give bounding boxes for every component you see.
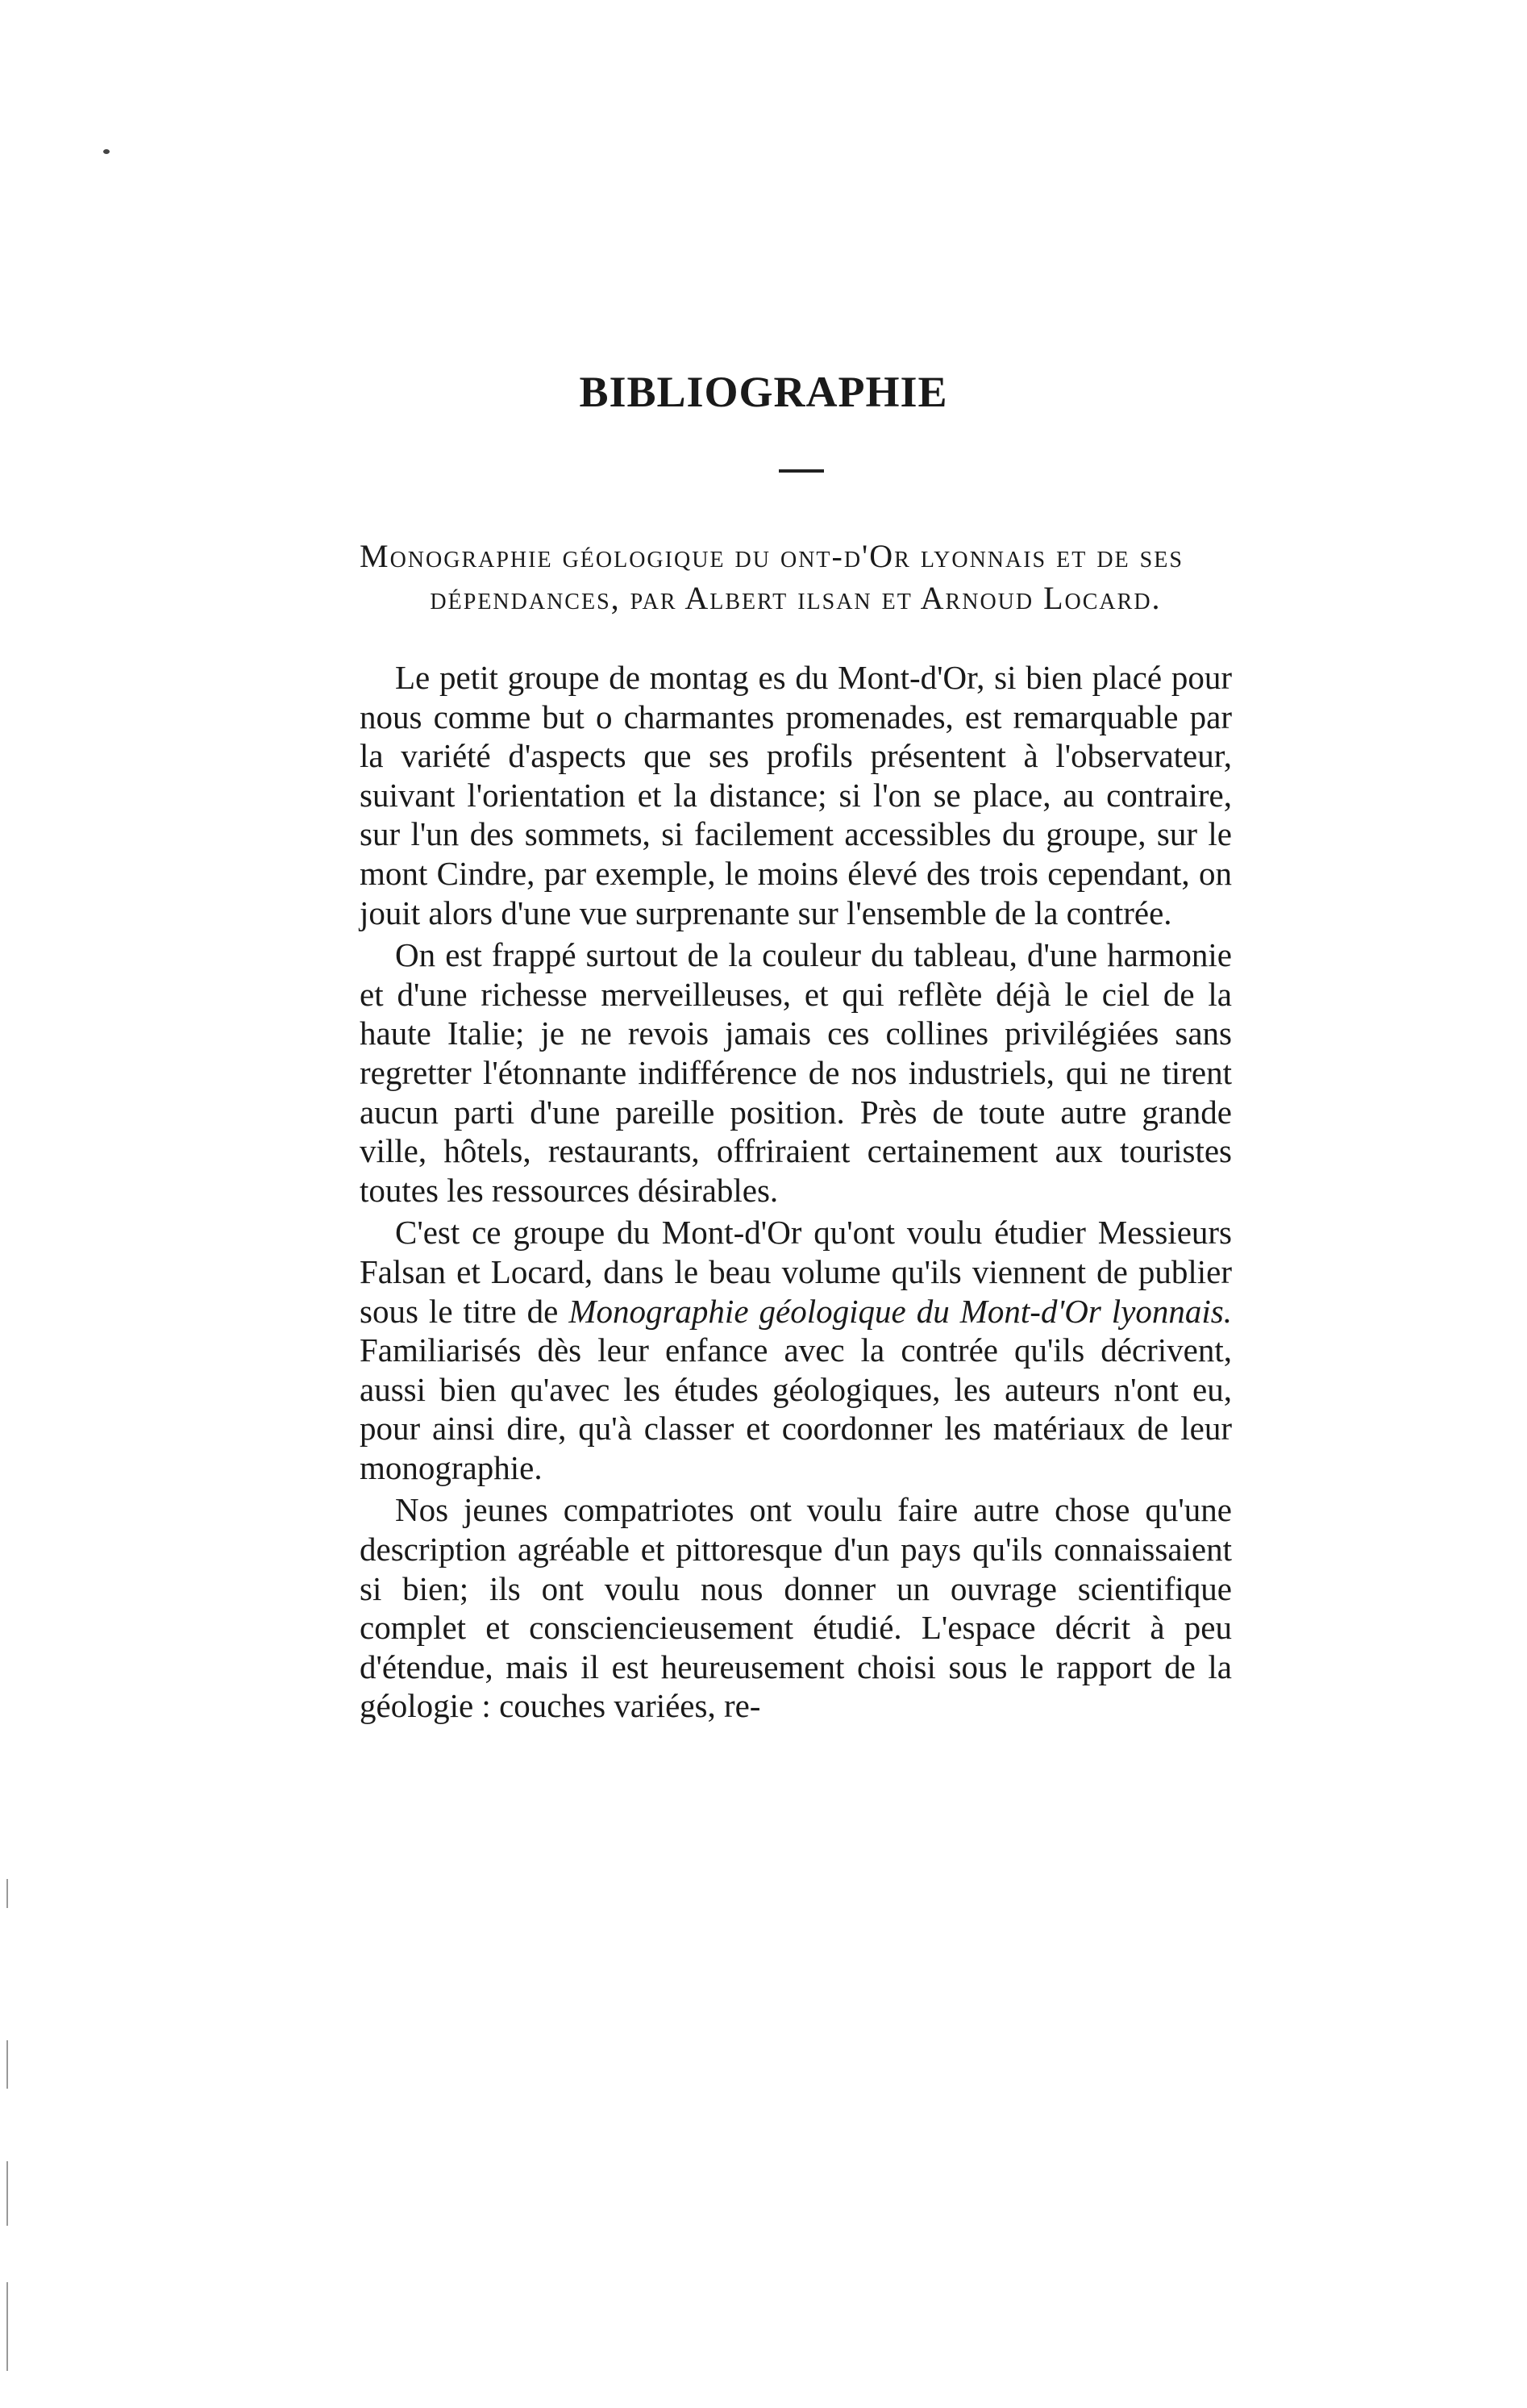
paragraph-3: [360, 1213, 1232, 1487]
paragraph-2: On est frappé surtout de la couleur du tableau, d'une harmonie et d'une richesse merveilleuses, et qui reflète déjà le ciel de la haute Italie; je ne revois jamais ces collines privilégiées sans regretter l'étonnante indifférence de nos industriels, qui ne tirent aucun parti d'une pareille position. Près de toute autre grande ville, hôtels, restaurants, offriraient certainement aux touristes toutes les ressources désirables.: [360, 936, 1232, 1209]
page-title: BIBLIOGRAPHIE: [579, 368, 948, 416]
paragraph-3-end: Familiarisés dès leur enfance avec la contrée qu'ils décrivent, aussi bien qu'avec les études géologiques, les auteurs n'ont eu, pour ainsi dire, qu'à classer et coordonner les matériaux de leur monographie.: [360, 1331, 1232, 1486]
article-body: [360, 658, 1232, 1729]
scan-speck: [103, 149, 110, 154]
paragraph-3-start: C'est ce groupe du Mont-d'Or qu'ont voulu étudier Messieurs Falsan et Locard, dans le beau volume qu'ils viennent de publier sous le titre de: [360, 1214, 1232, 1330]
title-rule: [779, 469, 824, 473]
book-title: Monographie géologique du Mont-d'Or lyonnais.: [568, 1292, 1232, 1330]
scan-edge-mark: [6, 2282, 8, 2371]
paragraph-4: Nos jeunes compatriotes ont voulu faire autre chose qu'une description agréable et pittoresque d'un pays qu'ils connaissaient si bien; ils ont voulu nous donner un ouvrage scientifique complet et consciencieusement étudié. L'espace décrit à peu d'étendue, mais il est heureusement choisi sous le rapport de la géologie : couches variées, re-: [360, 1491, 1232, 1725]
reference-line-2: dépendances, par Albert ılsan et Arnoud Locard.: [430, 580, 1162, 616]
scan-edge-mark: [6, 1879, 8, 1908]
scan-edge-mark: [6, 2161, 8, 2226]
paragraph-1: Le petit groupe de montag es du Mont-d'Or, si bien placé pour nous comme but o charmantes promenades, est remarquable par la variété d'aspects que ses profils présentent à l'observateur, suivant l'orientation et la distance; si l'on se place, au contraire, sur l'un des sommets, si facilement accessibles du groupe, sur le mont Cindre, par exemple, le moins élevé des trois cependant, on jouit alors d'une vue surprenante sur l'ensemble de la contrée.: [360, 659, 1232, 931]
reference-line-1: Monographie géologique du ont-d'Or lyonnais et de ses: [360, 538, 1184, 574]
scan-edge-mark: [6, 2040, 8, 2089]
